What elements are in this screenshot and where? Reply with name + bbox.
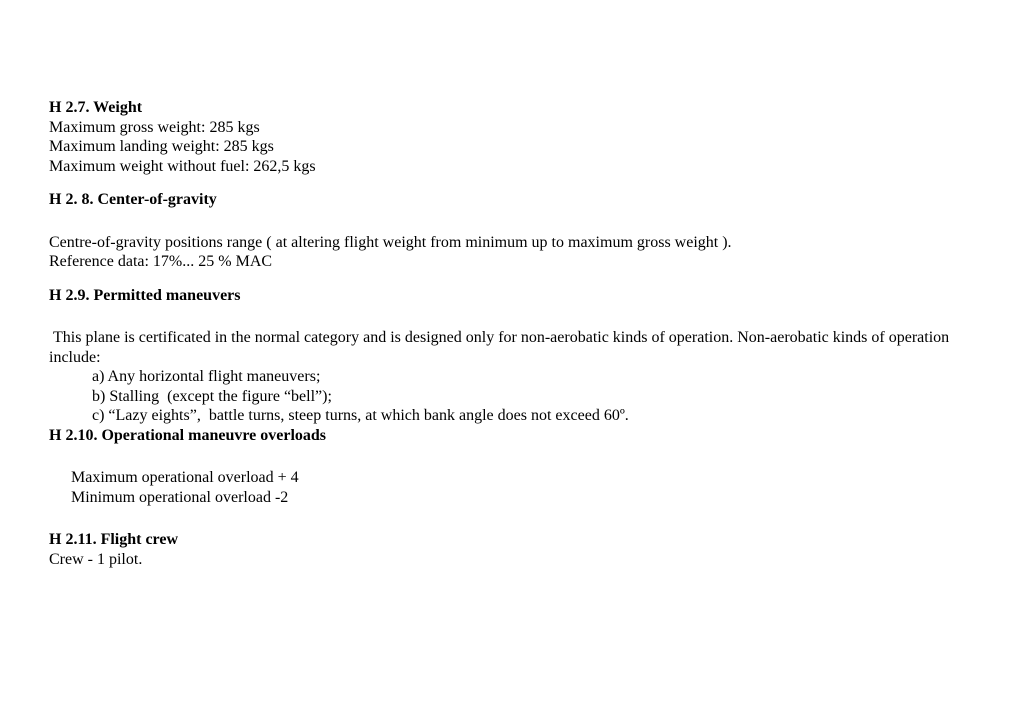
section-heading-weight: H 2.7. Weight <box>49 99 143 116</box>
cog-range-text: Centre-of-gravity positions range ( at altering flight weight from minimum up to maximum gross weight ). <box>49 233 732 251</box>
crew-composition: Crew - 1 pilot. <box>49 550 143 568</box>
section-operational-overloads <box>49 426 989 508</box>
max-gross-weight: Maximum gross weight: 285 kgs <box>49 118 260 136</box>
section-heading-cog: H 2. 8. Center-of-gravity <box>49 191 217 208</box>
min-operational-overload: Minimum operational overload -2 <box>71 488 289 506</box>
section-heading-maneuvers: H 2.9. Permitted maneuvers <box>49 286 241 304</box>
max-landing-weight: Maximum landing weight: 285 kgs <box>49 138 274 155</box>
section-flight-crew <box>49 530 989 569</box>
cog-reference-data: Reference data: 17%... 25 % MAC <box>49 253 273 270</box>
section-heading-crew: H 2.11. Flight crew <box>49 531 179 548</box>
maneuvers-list <box>49 367 989 426</box>
section-heading-overloads: H 2.10. Operational manеuvre overloads <box>49 426 327 444</box>
section-center-of-gravity <box>49 190 989 272</box>
max-weight-without-fuel: Maximum weight without fuel: 262,5 kgs <box>49 157 316 175</box>
maneuvers-intro: This plane is certificated in the normal category and is designed only for non-aerobatic kinds of operation. Non-aerobatic kinds of operation include: <box>49 329 954 366</box>
maneuver-item: b) Stalling (except the figure “bell”); <box>92 387 332 405</box>
section-weight <box>49 98 989 176</box>
maneuver-item: a) Any horizontal flight maneuvers; <box>92 368 321 385</box>
maneuver-item: c) “Lazy eights”, battle turns, steep turns, at which bank angle does not exceed 60º. <box>92 407 629 424</box>
max-operational-overload: Maximum operational overload + 4 <box>71 469 299 486</box>
section-permitted-maneuvers <box>49 286 989 426</box>
document-body <box>49 98 989 569</box>
